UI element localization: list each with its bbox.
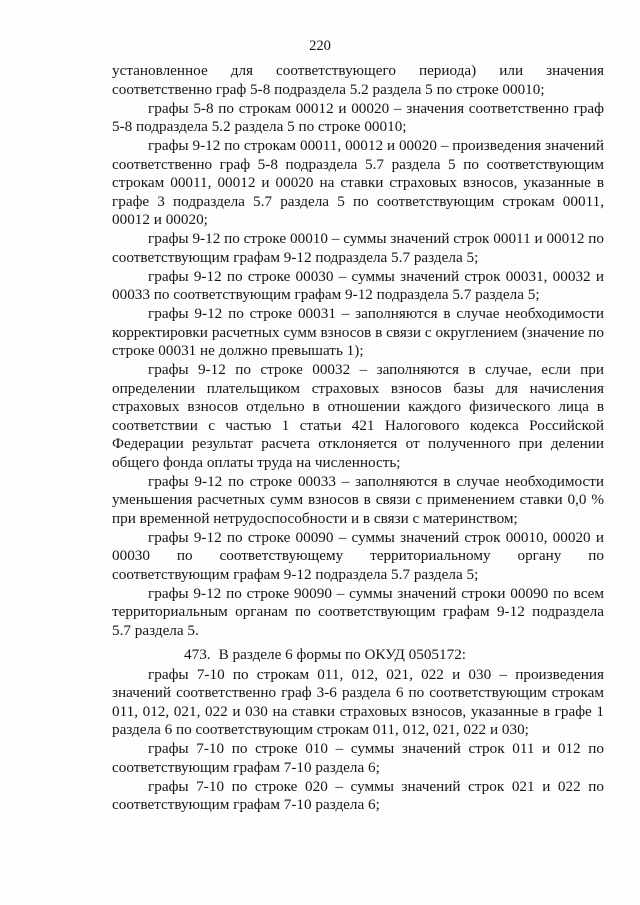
section-number: 473. <box>184 646 211 663</box>
paragraph: графы 9-12 по строке 00033 – заполняются в случае необходимости уменьшения расчетных сумм взносов в связи с применением ставки 0,0 % при временной нетрудоспособности и в связи с материнством; <box>112 472 604 527</box>
paragraph: графы 7-10 по строке 010 – суммы значений строк 011 и 012 по соответствующим графам 7-10 раздела 6; <box>112 740 604 776</box>
section-title: В разделе 6 формы по ОКУД 0505172: <box>218 646 467 663</box>
paragraphs-before <box>112 62 604 640</box>
paragraph: установленное для соответствующего периода) или значения соответственно граф 5-8 подраздела 5.2 раздела 5 по строке 00010; <box>112 62 604 98</box>
paragraph: графы 5-8 по строкам 00012 и 00020 – значения соответственно граф 5-8 подраздела 5.2 раздела 5 по строке 00010; <box>112 99 604 135</box>
paragraph: графы 7-10 по строкам 011, 012, 021, 022 и 030 – произведения значений соответственно граф 3-6 раздела 6 по соответствующим строкам 011, 012, 021, 022 и 030 на ставки страховых взносов, указанные в графе 1 раздела 6 по соответствующим строкам 011, 012, 021, 022 и 030; <box>112 665 604 738</box>
paragraph: графы 9-12 по строкам 00011, 00012 и 00020 – произведения значений соответственно граф 5-8 подраздела 5.7 раздела 5 по соответствующим строкам 00011, 00012 и 00020 на ставки страховых взносов, указанные в графе 3 подраздела 5.7 раздела 5 по соответствующим строкам 00011, 00012 и 00020; <box>112 137 604 228</box>
section-heading <box>112 646 604 665</box>
page-number: 220 <box>309 38 331 54</box>
paragraph: графы 9-12 по строке 90090 – суммы значений строки 00090 по всем территориальным органам по соответствующим графам 9-12 подраздела 5.7 раздела 5. <box>112 584 604 639</box>
paragraphs-after <box>112 666 604 815</box>
paragraph: графы 9-12 по строке 00030 – суммы значений строк 00031, 00032 и 00033 по соответствующим графам 9-12 подраздела 5.7 раздела 5; <box>112 267 604 303</box>
paragraph: графы 9-12 по строке 00031 – заполняются в случае необходимости корректировки расчетных сумм взносов в связи с округлением (значение по строке 00031 не должно превышать 1); <box>112 305 604 359</box>
paragraph: графы 7-10 по строке 020 – суммы значений строк 021 и 022 по соответствующим графам 7-10 раздела 6; <box>112 777 604 813</box>
paragraph: графы 9-12 по строке 00090 – суммы значений строк 00010, 00020 и 00030 по соответствующему территориальному органу по соответствующим графам 9-12 подраздела 5.7 раздела 5; <box>112 528 604 583</box>
paragraph: графы 9-12 по строке 00010 – суммы значений строк 00011 и 00012 по соответствующим графам 9-12 подраздела 5.7 раздела 5; <box>112 230 604 266</box>
paragraph: графы 9-12 по строке 00032 – заполняются в случае, если при определении плательщиком страховых взносов базы для начисления страховых взносов отдельно в отношении каждого физического лица в соответствии с частью 1 статьи 421 Налогового кодекса Российской Федерации результат расчета отклоняется от полученного при делении общего фонда оплаты труда на численность; <box>112 361 604 471</box>
document-body <box>112 62 604 815</box>
